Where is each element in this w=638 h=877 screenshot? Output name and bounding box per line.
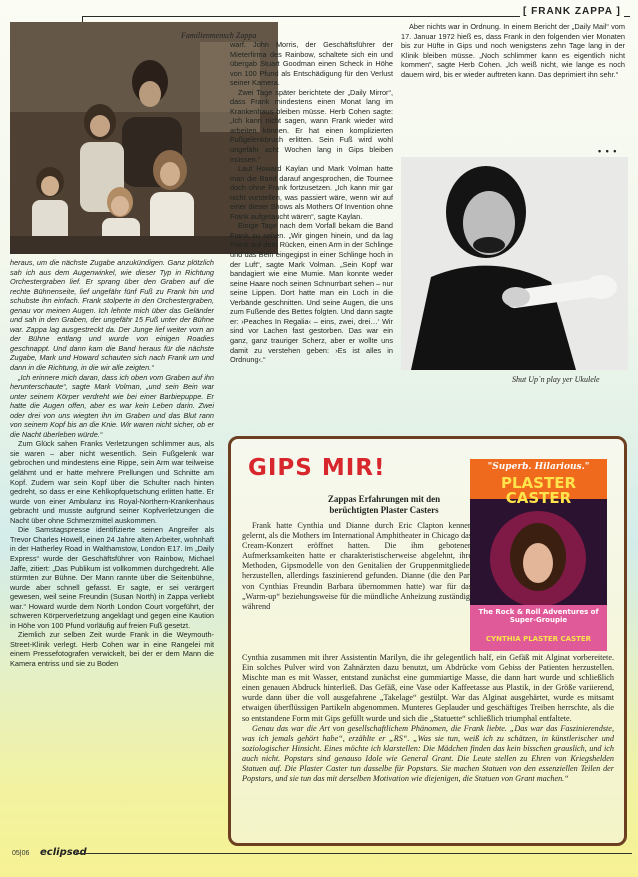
section-label: [ FRANK ZAPPA ] — [520, 6, 624, 17]
paragraph: Frank hatte Cynthia und Dianne durch Eric Clapton kennen gelernt, als die Mothers im International Amphitheater in Chicago das Cream-Konzert eröffnet hatten. Die ihm gebotenen Aufmerksamkeiten hatte er charakteristischerweise abgelehnt, ihre Methoden, Gipsmodelle von den Genitalien der Gruppenmitglieder herzustellen, allerdings faszinierend gefunden. Dianne (die den Part von Cynthias Freundin Barbara übernommen hatte) war für das „Warm-up“ beziehungsweise für die mündliche Anheizung zuständig, während — [242, 521, 472, 611]
article-column-3 — [401, 22, 625, 79]
paragraph: Genau das war die Art von gesellschaftlichem Phänomen, die Frank liebte. „Das war das Faszinierendste, was ich jemals gehört habe“, erzählte er „RS“. „Was sie tun, weiß ich zu schätzen, in künstlerischer und soziologischer Hinsicht. Eines möchte ich klarstellen: Die Mädchen finden das kein bisschen grauslich, und ich auch nicht. Popstars sind genauso Idole wie General Grant. Die Leute stellen zu Ehren von Kriegshelden Statuen auf. Die Plaster Caster tun dasselbe für Popstars. Sie machen Statuen von den essenziellen Teilen der Popstars, und sie tun das mit derselben Motivation wie diejenigen, die Statuen von Grant machen.“ — [242, 723, 614, 784]
paragraph: warf. John Morris, der Geschäftsführer der Mieterfirma des Rainbow, schaltete sich ein und übergab Stuart Goodman einen Scheck in Höhe von 100 Pfund als Entschädigung für den Verlust seiner Kamera. — [230, 40, 393, 88]
ukulele-photo-caption: Shut Up`n play yer Ukulele — [512, 375, 600, 384]
end-mark: • • • — [598, 146, 618, 156]
sidebar-subtitle: Zappas Erfahrungen mit den berüchtigten Plaster Casters — [327, 494, 441, 515]
page-number: 05|06 — [12, 850, 30, 857]
magazine-logo: eclipsed — [40, 847, 87, 858]
paragraph: „Ich erinnere mich daran, dass ich oben vom Graben auf ihn herunterschaute“, sagte Mark Volman, „und sein Bein war unter seinem Körper verdreht wie bei einer Barbiepuppe. Er hatte die Augen offen, aber es war kein Leben darin. Zwei oder drei von uns wiegten ihn im Graben und das Blut rann von seinem Kopf bis an die Knie. Wir waren nicht sicher, ob er die Nacht überleben würde.“ — [10, 372, 214, 439]
paragraph: Cynthia zusammen mit ihrer Assistentin Marilyn, die ihr gelegentlich half, ein Gefäß mit Alginat vorbereitete. Ein solches Pulver wird von Zahnärzten dazu benutzt, um Abdrücke vom Gebiss der Patienten herzustellen. Mischte man es mit Wasser, entstand zunächst eine gummiartige Masse, die dann hart wurde und schließlich einen genauen Abdruck hinterließ. Das Gefäß, eine Vase oder Kaffeetasse aus Plastik, in der Größe variierend, wurde dann über die voll ausgefahrene „Takelage“ gestülpt. War das Alginat ausgehärtet, wurde es mitsamt etwaigen überflüssigen Partikeln abgenommen. Munteres Geplauder und geschäftiges Treiben herrschte, als die so entstandene Form mit Gips gefüllt wurde und sich die „Statuette“ schließlich triumphal entfaltete. — [242, 653, 614, 723]
paragraph: Die Samstagspresse identifizierte seinen Angreifer als Trevor Charles Howell, einen 24 Jahre alten Arbeiter, wohnhaft in der Hatherley Road in Walthamstow, London E17. Im „Daily Express“ wurde der Geschäftsführer von Rainbow, Michael Jaffe, zitiert: „Das Publikum ist vollkommen durchgedreht. Alle stürmten zur Bühne. Der Mann rannte über die Seitenbühne, wurde aber schnell gefasst. Er sagte, er sei verärgert gewesen, weil seine Freundin (Susan North) in Zappa verliebt war.“ Howard wurde dem North London Court vorgeführt, der schweren Körperverletzung angeklagt und gegen eine Kaution in Höhe von 100 Pfund vorläufig auf freien Fuß gesetzt. — [10, 525, 214, 630]
ukulele-photo — [401, 157, 628, 370]
sidebar-title: GIPS MIR! — [248, 455, 386, 481]
poster-quote: "Superb. Hilarious." — [487, 462, 590, 472]
poster-title: PLASTER CASTER — [501, 474, 576, 507]
article-column-2 — [230, 40, 393, 365]
paragraph: Aber nichts war in Ordnung. In einem Bericht der „Daily Mail“ vom 17. Januar 1972 hieß es, dass Frank in den folgenden vier Monaten bis zur Hüfte in Gips und noch wenigstens zehn Tage lang in der Klinik bleiben müsse. „Noch schlimmer kann es eigentlich nicht kommen“, sagte Herb Cohen. „Ich weiß nicht, wie lange es noch dauern wird, bis er wieder auftreten kann. Das deprimiert ihn sehr.“ — [401, 22, 625, 79]
paragraph: Einige Tage nach dem Vorfall bekam die Band Frank zu sehen. „Wir gingen hinein, und da lag Frank auf dem Rücken, einen Arm in der Schlinge und das Bein eingegipst in einer Schlinge hoch in der Luft“, sagte Mark Volman. „Sein Kopf war bandagiert wie eine Mumie. Man konnte weder seine Haare noch seinen Schnurrbart sehen – nur seine Lippen. Dort hatte man ein Loch in die Verbände geschnitten. Und seine Augen, die uns zum Fußende des Bettes folgten. Und dann sagte er: ›Peaches In Regalia‹ – eins, zwei, drei…‘ Wir sind vor Lachen fast gestorben. Das war ein ganz, ganz trauriger Scherz, aber er wollte uns damit zu verstehen geben: ›Es ist alles in Ordnung‹.“ — [230, 221, 393, 365]
paragraph: Laut Howard Kaylan und Mark Volman hatte man die Band darauf angesprochen, die Tournee doch ohne Frank fortzusetzen. „Ich kann mir gar nicht vorstellen, was passiert wäre, wenn wir auf einer dieser Shows als Mothers Of Invention ohne Frank aufgetaucht wären“, sagte Kaylan. — [230, 164, 393, 221]
poster-tagline: The Rock & Roll Adventures of Super-Groupie — [478, 608, 599, 624]
paragraph: heraus, um die nächste Zugabe anzukündigen. Ganz plötzlich sah ich aus dem Augenwinkel, wie dieser Typ in Richtung Orchestergraben lief. Er sprang über den Graben auf die rechte Bühnenseite, lief ungefähr fünf Fuß zu Frank hin und schubste ihn einfach. Frank stolperte in den Orchestergraben, genau vor meinen Augen. Ich lehnte mich über das Geländer und sah in den Graben, der ungefähr 15 Fuß unter der Bühne war. Zappa lag ausgestreckt da. Der Junge lief weiter vorn an der Bühne entlang und wurde von einigen Roadies geschnappt. Und dann kam die Band heraus für die nächste Zugabe, Mark und Howard schauten sich nach Frank um und dann in die Richtung, in die wir alle zeigten.“ — [10, 258, 214, 373]
paragraph: Zwei Tage später berichtete der „Daily Mirror“, dass Frank mindestens einen Monat lang im Krankenhaus bleiben müsse. Herb Cohen sagte: „Ich kann nicht sagen, wann Frank wieder wird arbeiten können. Er hat einen komplizierten Fußgelenkbruch erlitten. Sein Fuß wird wohl ungefähr acht Wochen lang in Gips bleiben müssen.“ — [230, 87, 393, 164]
paragraph: Ziemlich zur selben Zeit wurde Frank in die Weymouth-Street-Klinik verlegt. Herb Cohen war in eine Rangelei mit einem Pressefotografen verwickelt, bei der er dem Mann die Kamera entriss und sie zu Boden — [10, 630, 214, 668]
sidebar-text-top — [242, 521, 472, 612]
paragraph: Zum Glück sahen Franks Verletzungen schlimmer aus, als sie waren – aber nicht wesentlich. Sein Fußgelenk war gebrochen und mindestens eine Rippe, sein Arm war teilweise gelähmt und er hatte mehrere Prellungen und Schnitte am Kopf. Zudem war sein Kopf über die Schulter nach hinten gedreht, so dass er eine Kehlkopfquetschung erlitten hatte. Er wurde von einer Ambulanz ins Royal-Northern-Krankenhaus gebracht und musste aufgrund seiner Kopfverletzungen die Nacht über ohne Schmerzmittel auskommen. — [10, 439, 214, 525]
plaster-caster-poster — [470, 459, 607, 651]
poster-name: CYNTHIA PLASTER CASTER — [485, 635, 592, 643]
article-column-1 — [10, 258, 214, 669]
footer-rule — [76, 853, 632, 854]
sidebar-text-bottom — [242, 653, 614, 784]
family-photo-caption: Familienmensch Zappa — [181, 31, 257, 40]
